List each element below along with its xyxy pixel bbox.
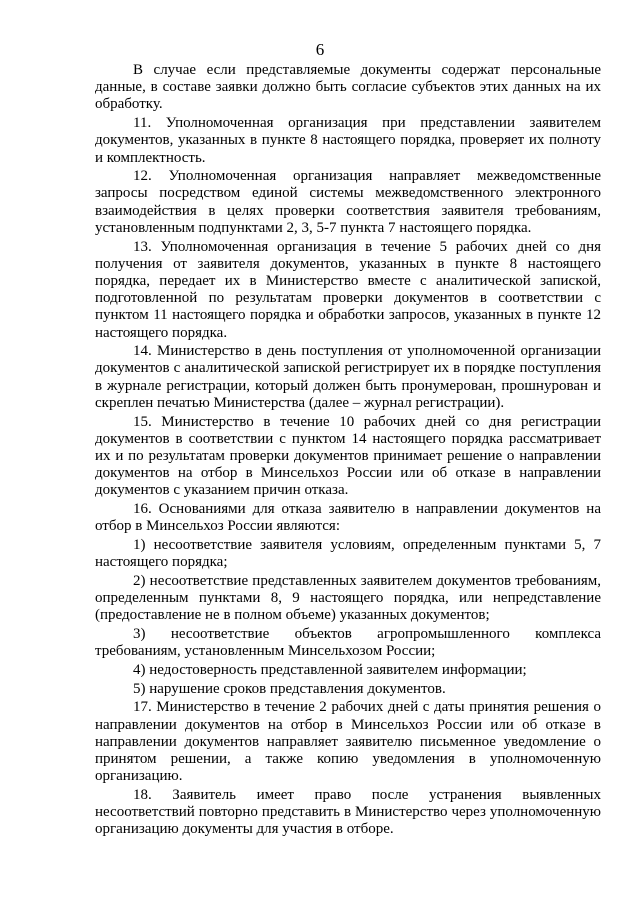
list-item-16-3: 3) несоответствие объектов агропромышленного комплекса требованиям, установленным Минсельхозом России; [95,626,601,660]
paragraph-15: 15. Министерство в течение 10 рабочих дней со дня регистрации документов в соответствии с пунктом 14 настоящего порядка рассматривает их и по результатам проверки документов принимает решение о направлении документов на отбор в Минсельхоз России или об отказе в направлении документов с указанием причин отказа. [95,413,601,499]
list-item-16-1: 1) несоответствие заявителя условиям, определенным пунктами 5, 7 настоящего порядка; [95,536,601,571]
paragraph-11: 11. Уполномоченная организация при представлении заявителем документов, указанных в пункте 8 настоящего порядка, проверяет их полноту и комплектность. [95,115,601,166]
paragraph-personal-data-consent: В случае если представляемые документы содержат персональные данные, в составе заявки должно быть согласие субъектов этих данных на их обработку. [95,62,601,113]
list-item-16-2: 2) несоответствие представленных заявителем документов требованиям, определенным пунктами 8, 9 настоящего порядка, или непредставление (предоставление не в полном объеме) указанных документов; [95,572,601,624]
list-item-16-4: 4) недостоверность представленной заявителем информации; [133,661,527,678]
list-item-16-5: 5) нарушение сроков представления документов. [133,680,446,697]
paragraph-13: 13. Уполномоченная организация в течение 5 рабочих дней со дня получения от заявителя документов, указанных в пункте 8 настоящего порядка, передает их в Министерство вместе с аналитической запиской, подготовленной по результатам проверки документов в соответствии с пунктом 11 настоящего порядка и обработки запросов, указанных в пункте 12 настоящего порядка. [95,238,601,341]
document-body [95,62,601,840]
page-number: 6 [315,40,325,59]
paragraph-14: 14. Министерство в день поступления от уполномоченной организации документов с аналитической запиской регистрирует их в порядке поступления в журнале регистрации, который должен быть пронумерован, прошнурован и скреплен печатью Министерства (далее – журнал регистрации). [95,343,601,411]
paragraph-16: 16. Основаниями для отказа заявителю в направлении документов на отбор в Минсельхоз России являются: [95,501,601,535]
paragraph-18: 18. Заявитель имеет право после устранения выявленных несоответствий повторно представить в Министерство через уполномоченную организацию документы для участия в отборе. [95,786,601,838]
paragraph-12: 12. Уполномоченная организация направляет межведомственные запросы посредством единой системы межведомственного электронного взаимодействия в целях проверки соответствия заявителя требованиям, установленным подпунктами 2, 3, 5-7 пункта 7 настоящего порядка. [95,168,601,236]
paragraph-17: 17. Министерство в течение 2 рабочих дней с даты принятия решения о направлении документов на отбор в Минсельхоз России или об отказе в направлении документов направляет заявителю письменное уведомление о принятом решении, а также копию уведомления в уполномоченную организацию. [95,699,601,785]
